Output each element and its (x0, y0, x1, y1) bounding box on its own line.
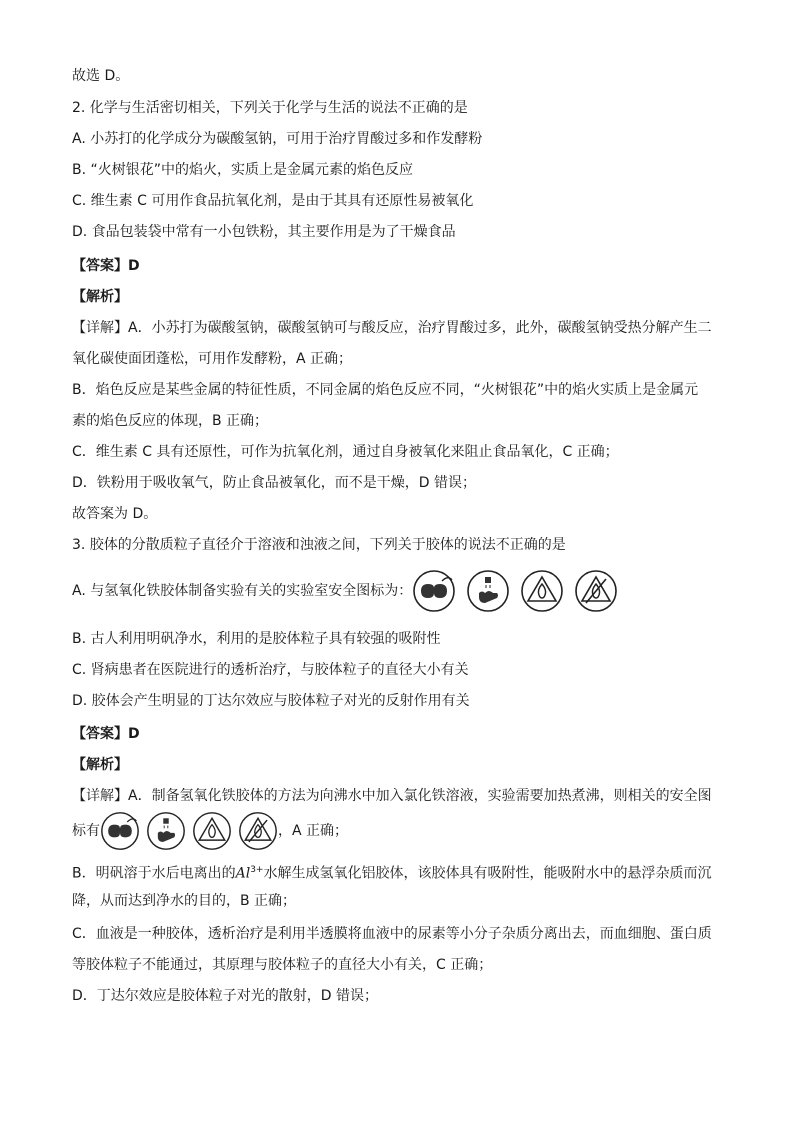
goggles-icon (100, 811, 140, 851)
explanation-line: 氧化碳使面团蓬松，可用作发酵粉，A 正确； (72, 351, 353, 367)
no-flame-icon (238, 811, 278, 851)
explanation-line: 素的焰色反应的体现，B 正确； (72, 413, 269, 429)
explanation-line: D．铁粉用于吸收氧气，防止食品被氧化，而不是干燥，D 错误； (72, 475, 477, 491)
explanation-line: 【详解】A．制备氢氧化铁胶体的方法为向沸水中加入氯化铁溶液，实验需要加热煮沸，则相关的安全图 (72, 788, 712, 804)
explanation-line-with-icons (72, 810, 348, 852)
explanation-line: B．焰色反应是某些金属的特征性质，不同金属的焰色反应不同，“火树银花”中的焰火实质上是金属元 (72, 382, 699, 398)
explanation-line: C．维生素 C 具有还原性，可作为抗氧化剂，通过自身被氧化来阻止食品氧化，C 正确； (72, 444, 619, 460)
explanation-line: 【详解】A．小苏打为碳酸氢钠，碳酸氢钠可与酸反应，治疗胃酸过多，此外，碳酸氢钠受热分解产生二 (72, 320, 712, 336)
option-d: D. 胶体会产生明显的丁达尔效应与胶体粒子对光的反射作用有关 (72, 693, 470, 709)
option-a: A. 小苏打的化学成分为碳酸氢钠，可用于治疗胃酸过多和作发酵粉 (72, 131, 483, 147)
hand-wash-icon (146, 811, 186, 851)
analysis-label: 【解析】 (72, 757, 128, 773)
explanation-line: 降，从而达到净水的目的，B 正确； (72, 893, 297, 909)
flame-icon (192, 811, 232, 851)
text-fragment: B．明矾溶于水后电离出的 (72, 865, 236, 882)
text-fragment: 标有 (72, 823, 100, 839)
text-fragment: 水解生成氢氧化铝胶体，该胶体具有吸附性，能吸附水中的悬浮杂质而沉 (263, 865, 712, 882)
question-3: 3. 胶体的分散质粒子直径介于溶液和浊液之间，下列关于胶体的说法不正确的是 (72, 537, 566, 553)
safety-icons-row (100, 811, 278, 851)
text-fragment: ，A 正确； (278, 823, 349, 839)
option-d: D. 食品包装袋中常有一小包铁粉，其主要作用是为了干燥食品 (72, 224, 456, 240)
option-b: B. “火树银花”中的焰火，实质上是金属元素的焰色反应 (72, 162, 414, 178)
ion-charge: 3+ (250, 865, 264, 875)
explanation-line: C．血液是一种胶体，透析治疗是利用半透膜将血液中的尿素等小分子杂质分离出去，而血细胞、蛋白质 (72, 926, 712, 942)
explanation-line: D．丁达尔效应是胶体粒子对光的散射，D 错误； (72, 988, 379, 1004)
option-b: B. 古人利用明矾净水，利用的是胶体粒子具有较强的吸附性 (72, 631, 441, 647)
option-a-text: A. 与氢氧化铁胶体制备实验有关的实验室安全图标为： (72, 583, 413, 599)
text-line: 故答案为 D。 (72, 506, 158, 522)
goggles-icon (412, 569, 456, 613)
option-a-with-icons (72, 569, 618, 613)
no-flame-icon (574, 569, 618, 613)
safety-icons-row (412, 569, 618, 613)
answer-label: 【答案】D (72, 258, 140, 274)
flame-icon (520, 569, 564, 613)
question-2: 2. 化学与生活密切相关，下列关于化学与生活的说法不正确的是 (72, 100, 468, 116)
explanation-line (72, 860, 711, 884)
analysis-label: 【解析】 (72, 289, 128, 305)
ion-symbol: Al (235, 865, 251, 882)
hand-wash-icon (466, 569, 510, 613)
explanation-line: 等胶体粒子不能通过，其原理与胶体粒子的直径大小有关，C 正确； (72, 957, 493, 973)
answer-label: 【答案】D (72, 726, 140, 742)
option-c: C. 维生素 C 可用作食品抗氧化剂，是由于其具有还原性易被氧化 (72, 193, 474, 209)
text-line: 故选 D。 (72, 68, 130, 84)
option-c: C. 肾病患者在医院进行的透析治疗，与胶体粒子的直径大小有关 (72, 662, 469, 678)
